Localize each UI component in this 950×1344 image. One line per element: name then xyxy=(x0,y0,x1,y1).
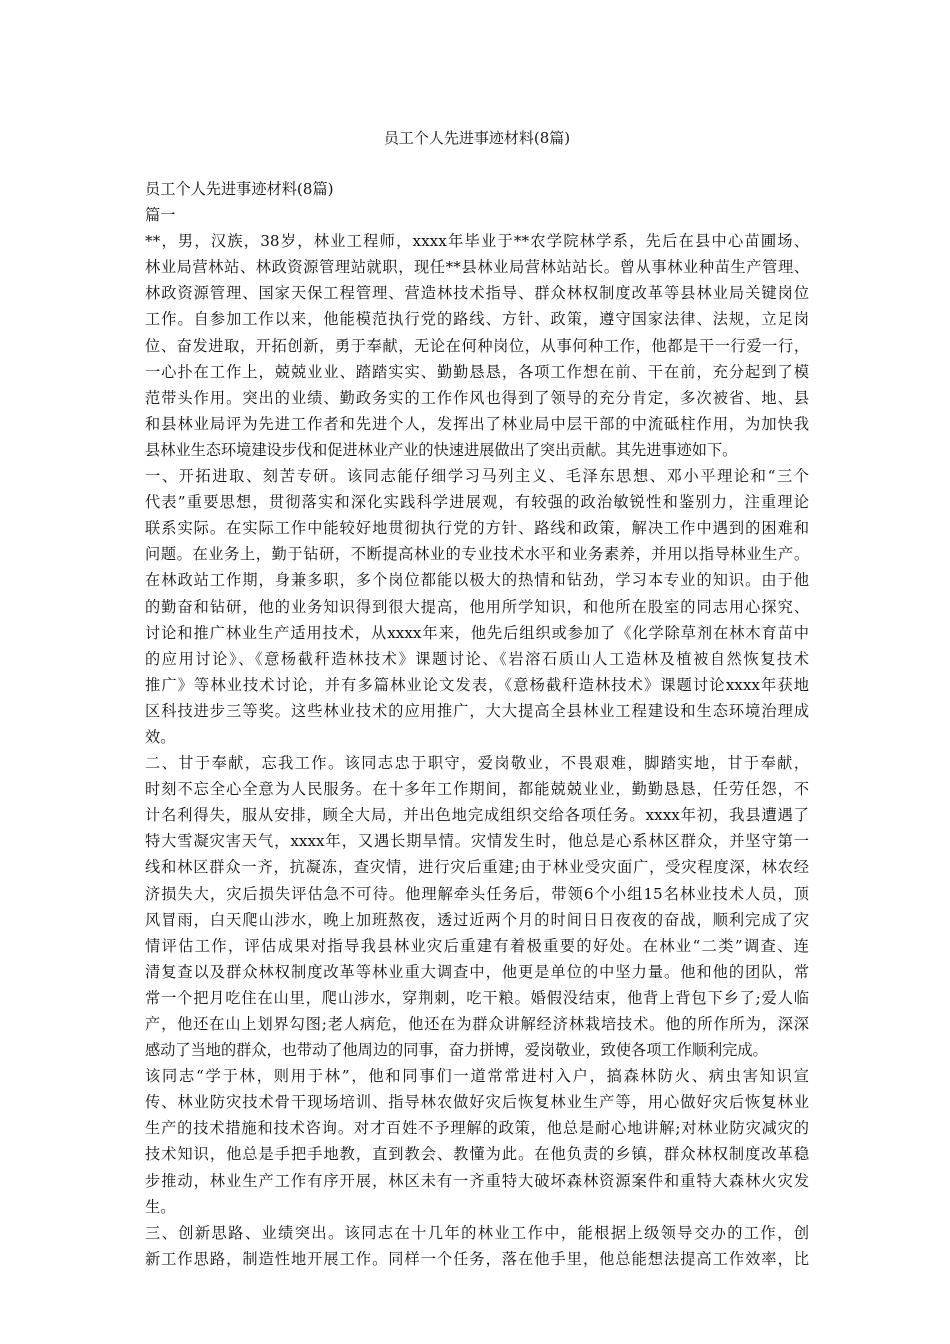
text-line: 时刻不忘全心全意为人民服务。在十多年工作期间，都能兢兢业业，勤勤恳恳，任劳任怨，不 xyxy=(145,780,809,799)
text-line: 生产的技术措施和技术咨询。对才百姓不予理解的政策，他总是耐心地讲解;对林业防灾减灾的 xyxy=(145,1119,809,1138)
text-line: 一、开拓进取、刻苦专研。该同志能仔细学习马列主义、毛泽东思想、邓小平理论和“三个 xyxy=(145,467,809,486)
text-line: 常一个把月吃住在山里，爬山涉水，穿荆刺，吃干粮。婚假没结束，他背上背包下乡了;爱人临 xyxy=(145,988,809,1007)
text-line: 联系实际。在实际工作中能较好地贯彻执行党的方针、路线和政策，解决工作中遇到的困难和 xyxy=(145,519,809,538)
text-line: 讨论和推广林业生产适用技术，从xxxx年来，他先后组织或参加了《化学除草剂在林木育苗中 xyxy=(145,623,809,642)
text-line: 位、奋发进取，开拓创新，勇于奉献，无论在何种岗位，从事何种工作，他都是干一行爱一行， xyxy=(145,336,809,355)
text-line: 新工作思路，制造性地开展工作。同样一个任务，落在他手里，他总能想法提高工作效率，比 xyxy=(145,1249,809,1268)
text-line: 线和林区群众一齐，抗凝冻，查灾情，进行灾后重建;由于林业受灾面广，受灾程度深，林农经 xyxy=(145,858,809,877)
document-body xyxy=(145,176,809,1272)
text-line: 济损失大，灾后损失评估急不可待。他理解牵头任务后，带领6个小组15名林业技术人员，顶 xyxy=(145,884,809,903)
text-line: 篇一 xyxy=(145,206,176,225)
text-line: 县林业生态环境建设步伐和促进林业产业的快速进展做出了突出贡献。其先进事迹如下。 xyxy=(145,440,738,459)
text-line: 推广》等林业技术讨论，并有多篇林业论文发表，《意杨截秆造林技术》课题讨论xxxx年获地 xyxy=(145,675,809,694)
text-line: 范带头作用。突出的业绩、勤政务实的工作作风也得到了领导的充分肯定，多次被省、地、县 xyxy=(145,388,809,407)
text-line: 感动了当地的群众，也带动了他周边的同事，奋力拼博，爱岗敬业，致使各项工作顺利完成。 xyxy=(145,1041,768,1060)
text-line: 效。 xyxy=(145,727,176,746)
text-line: 风冒雨，白天爬山涉水，晚上加班熬夜，透过近两个月的时间日日夜夜的奋战，顺利完成了灾 xyxy=(145,910,809,929)
document-title: 员工个人先进事迹材料(8篇) xyxy=(383,129,571,147)
text-line: 一心扑在工作上，兢兢业业、踏踏实实、勤勤恳恳，各项工作想在前、干在前，充分起到了模 xyxy=(145,362,809,381)
text-line: 该同志“学于林，则用于林”，他和同事们一道常常进村入户，搞森林防火、病虫害知识宣 xyxy=(145,1067,809,1086)
text-line: 的应用讨论》、《意杨截秆造林技术》课题讨论、《岩溶石质山人工造林及植被自然恢复技术 xyxy=(145,649,809,668)
text-line: 产，他还在山上划界勾图;老人病危，他还在为群众讲解经济林栽培技术。他的所作所为，深深 xyxy=(145,1015,809,1033)
text-line: 在林政站工作期，身兼多职，多个岗位都能以极大的热情和钻劲，学习本专业的知识。由于他 xyxy=(145,571,809,590)
text-line: 代表”重要思想，贯彻落实和深化实践科学进展观，有较强的政治敏锐性和鉴别力，注重理论 xyxy=(145,493,809,512)
text-line: 生。 xyxy=(145,1197,176,1216)
text-line: 步推动，林业生产工作有序开展，林区未有一齐重特大破坏森林资源案件和重特大森林火灾发 xyxy=(145,1171,809,1190)
text-line: 林业局营林站、林政资源管理站就职，现任**县林业局营林站站长。曾从事林业种苗生产管理、 xyxy=(145,258,809,277)
text-line: 情评估工作，评估成果对指导我县林业灾后重建有着极重要的好处。在林业“二类”调查、连 xyxy=(145,936,809,955)
text-line: 区科技进步三等奖。这些林业技术的应用推广，大大提高全县林业工程建设和生态环境治理成 xyxy=(145,701,809,720)
text-line: 员工个人先进事迹材料(8篇) xyxy=(145,180,334,198)
text-line: 林政资源管理、国家天保工程管理、营造林技术指导、群众林权制度改革等县林业局关键岗位 xyxy=(145,284,809,303)
text-line: 二、甘于奉献，忘我工作。该同志忠于职守，爱岗敬业，不畏艰难，脚踏实地，甘于奉献， xyxy=(145,754,809,773)
text-line: 特大雪凝灾害天气，xxxx年，又遇长期旱情。灾情发生时，他总是心系林区群众，并坚守第一 xyxy=(145,832,809,851)
text-line: **，男，汉族，38岁，林业工程师，xxxx年毕业于**农学院林学系，先后在县中心苗圃场、 xyxy=(145,232,809,251)
text-line: 三、创新思路、业绩突出。该同志在十几年的林业工作中，能根据上级领导交办的工作，创 xyxy=(145,1223,809,1242)
text-line: 问题。在业务上，勤于钻研，不断提高林业的专业技术水平和业务素养，并用以指导林业生产。 xyxy=(145,545,809,564)
text-line: 清复查以及群众林权制度改革等林业重大调查中，他更是单位的中坚力量。他和他的团队，常 xyxy=(145,962,809,981)
text-line: 技术知识，他总是手把手地教，直到教会、教懂为此。在他负责的乡镇，群众林权制度改革稳 xyxy=(145,1145,809,1164)
text-line: 计名利得失，服从安排，顾全大局，并出色地完成组织交给各项任务。xxxx年初，我县遭遇了 xyxy=(145,806,809,825)
text-line: 和县林业局评为先进工作者和先进个人，发挥出了林业局中层干部的中流砥柱作用，为加快我 xyxy=(145,414,809,433)
text-line: 的勤奋和钻研，他的业务知识得到很大提高，他用所学知识，和他所在股室的同志用心探究、 xyxy=(145,597,809,616)
text-line: 传、林业防灾技术骨干现场培训、指导林农做好灾后恢复林业生产等，用心做好灾后恢复林业 xyxy=(145,1093,809,1112)
text-line: 工作。自参加工作以来，他能模范执行党的路线、方针、政策，遵守国家法律、法规，立足岗 xyxy=(145,310,809,329)
